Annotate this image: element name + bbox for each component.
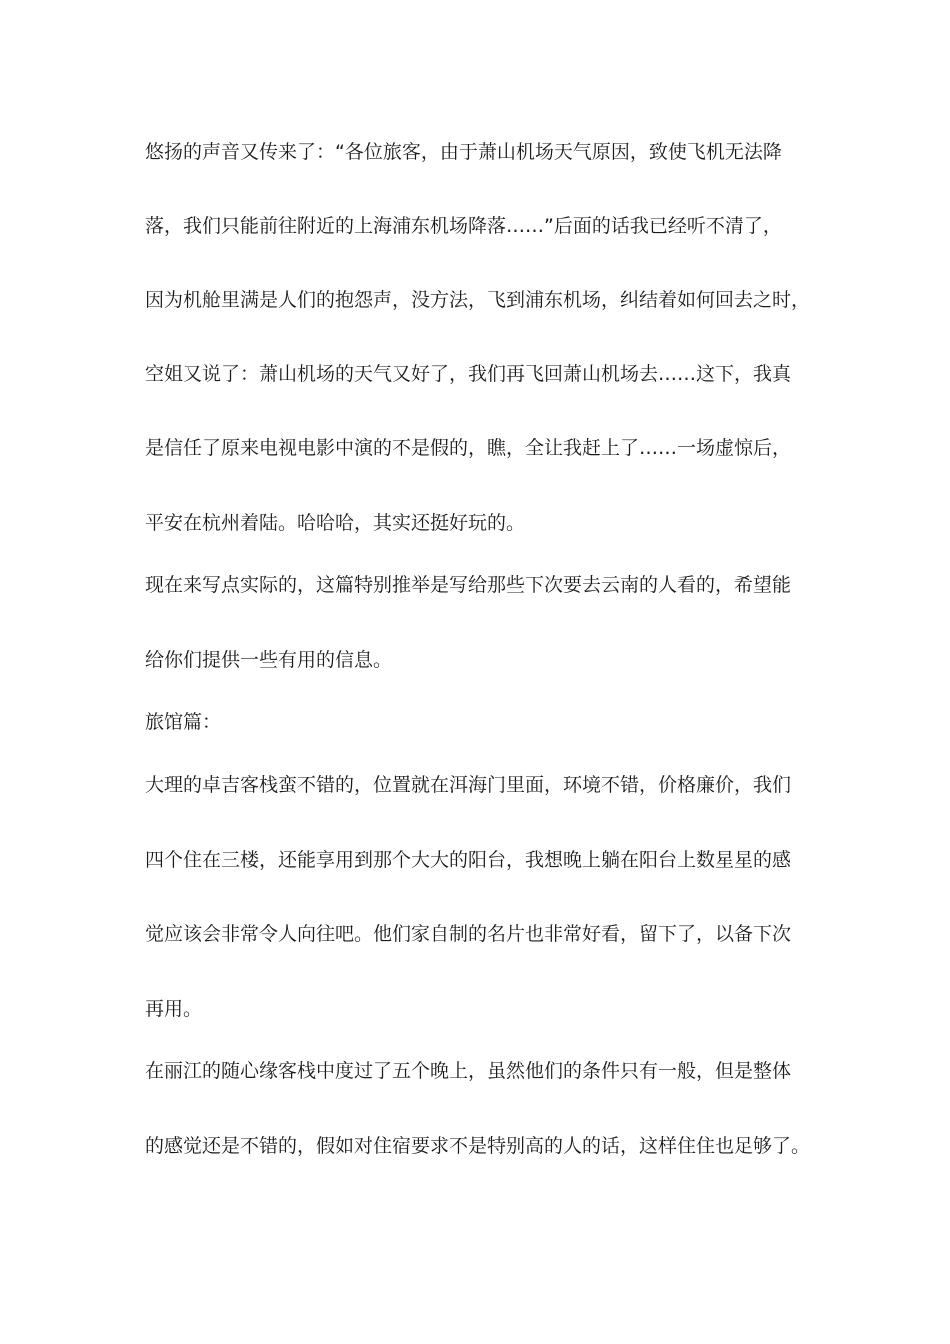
text-line: 因为机舱里满是人们的抱怨声，没方法，飞到浦东机场，纠结着如何回去之时，	[145, 289, 811, 311]
text-line: 觉应该会非常令人向往吧。他们家自制的名片也非常好看，留下了，以备下次	[145, 923, 792, 945]
text-line: 悠扬的声音又传来了：“各位旅客，由于萧山机场天气原因，致使飞机无法降	[145, 141, 782, 163]
section-heading: 旅馆篇：	[145, 711, 222, 733]
text-line: 四个住在三楼，还能享用到那个大大的阳台，我想晚上躺在阳台上数星星的感	[145, 849, 792, 871]
text-line: 是信任了原来电视电影中演的不是假的，瞧，全让我赶上了……一场虚惊后，	[145, 437, 792, 459]
text-line: 平安在杭州着陆。哈哈哈，其实还挺好玩的。	[145, 512, 526, 534]
text-line: 现在来写点实际的，这篇特别推举是写给那些下次要去云南的人看的，希望能	[145, 574, 792, 596]
text-line: 落，我们只能前往附近的上海浦东机场降落……”后面的话我已经听不清了，	[145, 215, 782, 237]
text-line: 再用。	[145, 998, 203, 1020]
text-line: 大理的卓吉客栈蛮不错的，位置就在洱海门里面，环境不错，价格廉价，我们	[145, 774, 792, 796]
text-line: 在丽江的随心缘客栈中度过了五个晚上，虽然他们的条件只有一般，但是整体	[145, 1060, 792, 1082]
text-line: 空姐又说了：萧山机场的天气又好了，我们再飞回萧山机场去……这下，我真	[145, 363, 792, 385]
text-line: 的感觉还是不错的，假如对住宿要求不是特别高的人的话，这样住住也足够了。	[145, 1135, 811, 1157]
text-line: 给你们提供一些有用的信息。	[145, 649, 393, 671]
